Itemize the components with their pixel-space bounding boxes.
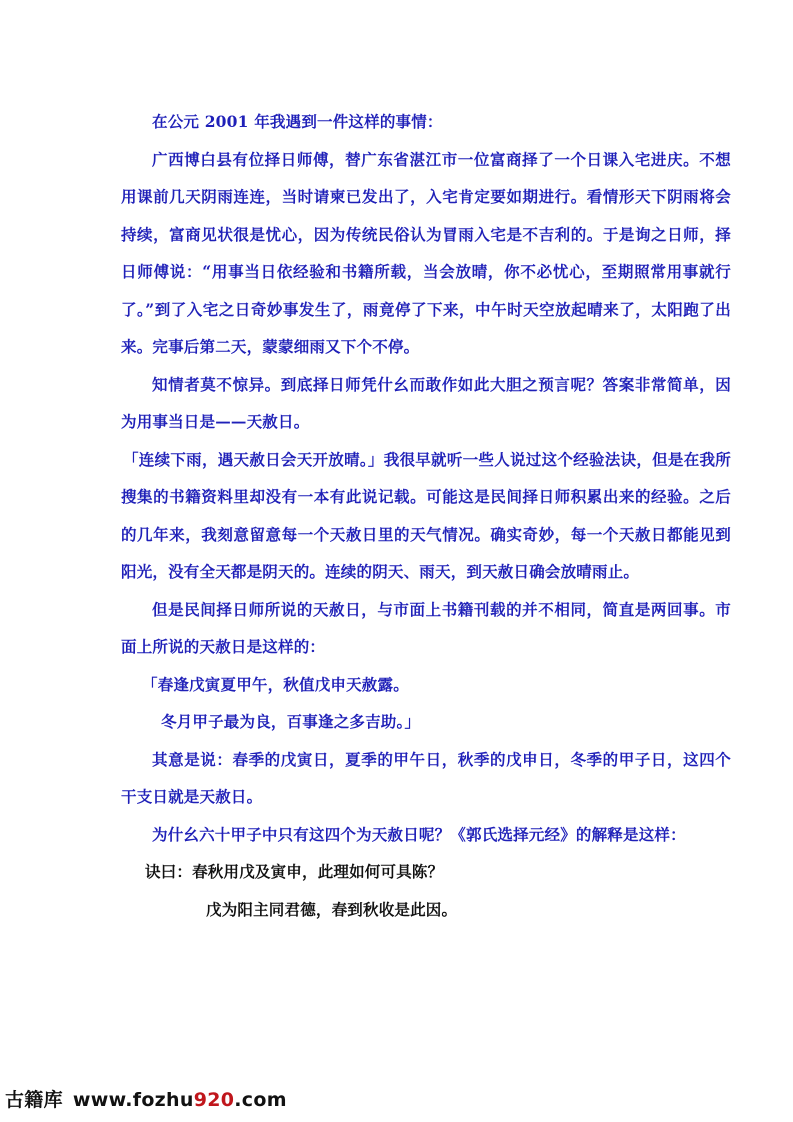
footer-url-part-1: www.fozhu bbox=[72, 1089, 194, 1111]
paragraph-difference: 但是民间择日师所说的天赦日，与市面上书籍刊载的并不相同，简直是两回事。市面上所说的天赦日是这样的： bbox=[121, 599, 731, 656]
verse-line-2: 冬月甲子最为良，百事逢之多吉助。」 bbox=[161, 712, 421, 731]
formula-line-2: 戊为阳主同君德，春到秋收是此因。 bbox=[206, 899, 458, 919]
paragraph-story: 广西博白县有位择日师傅，替广东省湛江市一位富商择了一个日课入宅进庆。不想用课前几天阴雨连连，当时请柬已发出了，入宅肯定要如期进行。看情形天下阴雨将会持续，富商见状很是忧心，因为传统民俗认为冒雨入宅是不吉利的。于是询之日师，择日师傅说：“用事当日依经验和书籍所载，当会放晴，你不必忧心，至期照常用事就行了。”到了入宅之日奇妙事发生了，雨竟停了下来，中午时天空放起晴来了，太阳跑了出来。完事后第二天，蒙蒙细雨又下个不停。 bbox=[121, 149, 731, 356]
document-body bbox=[121, 103, 731, 928]
footer-url-part-2: 920 bbox=[193, 1089, 235, 1111]
paragraph-answer: 知情者莫不惊异。到底择日师凭什幺而敢作如此大胆之预言呢？答案非常简单，因为用事当日是——天赦日。 bbox=[121, 374, 731, 431]
paragraph-question: 为什幺六十甲子中只有这四个为天赦日呢？《郭氏选择元经》的解释是这样： bbox=[152, 824, 686, 844]
paragraph-intro: 在公元 2001 年我遇到一件这样的事情： bbox=[152, 112, 443, 131]
formula-line-1: 诀曰：春秋用戊及寅申，此理如何可具陈？ bbox=[145, 862, 444, 881]
footer-watermark bbox=[5, 1085, 287, 1121]
paragraph-experience: 「连续下雨，遇天赦日会天开放晴。」我很早就听一些人说过这个经验法诀，但是在我所搜集的书籍资料里却没有一本有此说记载。可能这是民间择日师积累出来的经验。之后的几年来，我刻意留意每一个天赦日里的天气情况。确实奇妙，每一个天赦日都能见到阳光，没有全天都是阴天的。连续的阴天、雨天，到天赦日确会放晴雨止。 bbox=[121, 449, 731, 581]
footer-url-part-3: .com bbox=[234, 1089, 287, 1111]
verse-line-1: 「春逢戊寅夏甲午，秋值戊申天赦露。 bbox=[142, 674, 409, 694]
footer-site-name: 古籍库 bbox=[5, 1089, 63, 1111]
paragraph-explanation: 其意是说：春季的戊寅日，夏季的甲午日，秋季的戊申日，冬季的甲子日，这四个干支日就是天赦日。 bbox=[121, 749, 731, 806]
